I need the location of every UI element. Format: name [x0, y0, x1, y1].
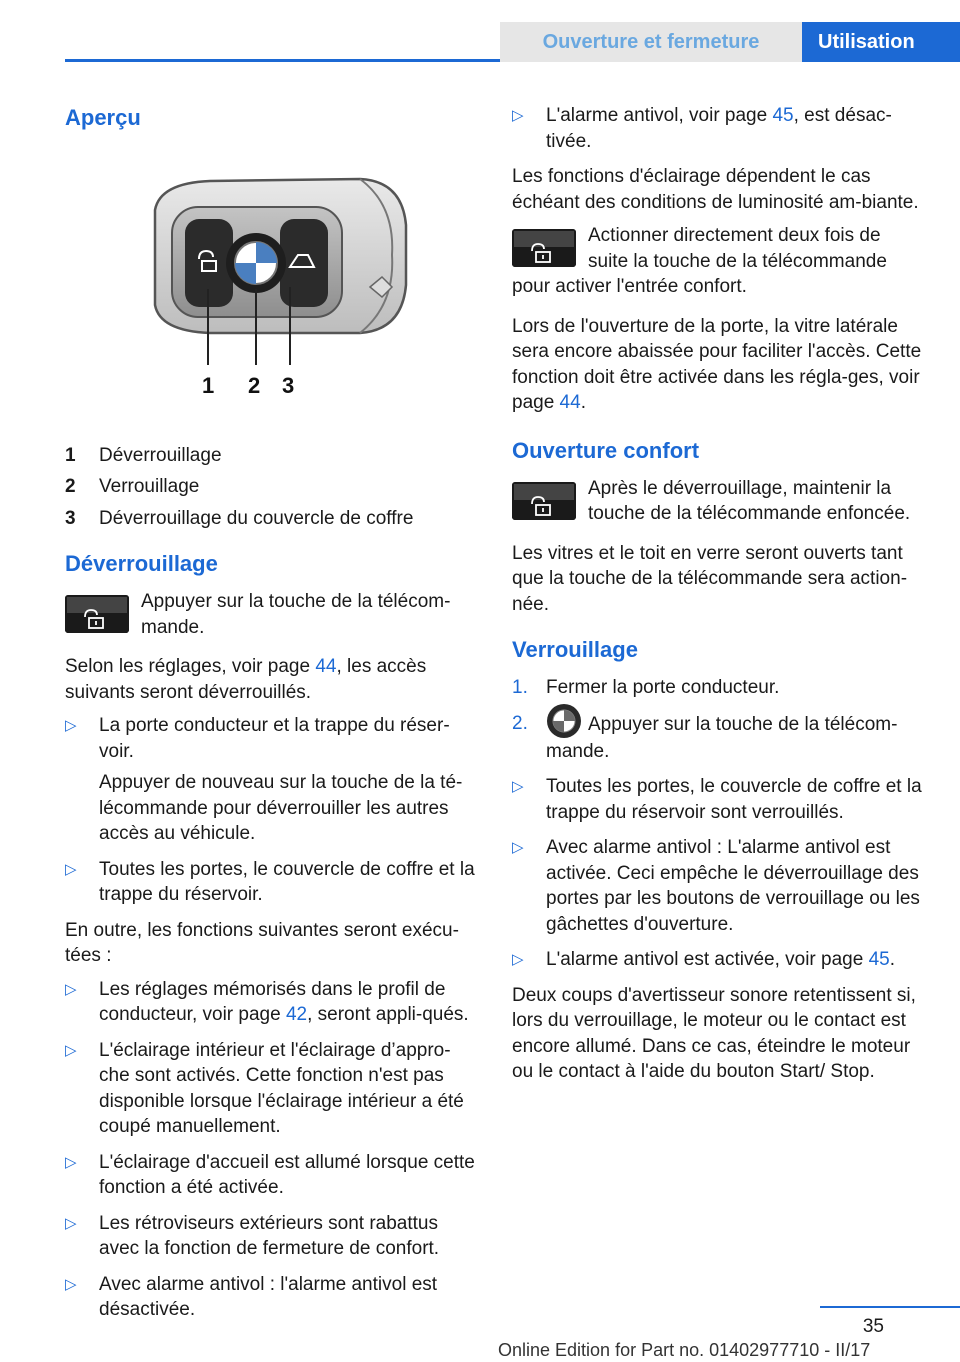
- list-item-text: La porte conducteur et la trappe du réser‐voir.: [99, 715, 450, 762]
- step-number: 2.: [512, 712, 528, 734]
- list-item: [512, 947, 924, 973]
- text-run: , les accès suivants seront déverrouillés.: [65, 656, 427, 703]
- list-item-text: Toutes les portes, le couvercle de coffre et la trappe du réservoir sont verrouillés.: [546, 776, 922, 823]
- legend-text: Déverrouillage: [99, 444, 222, 466]
- text-run: Les réglages mémorisés dans le profil de conducteur, voir page: [99, 978, 446, 1025]
- list-item-text: [99, 977, 477, 1028]
- unlock-key-icon: [512, 229, 576, 267]
- callout-3: 3: [282, 373, 295, 398]
- list-item-text: [546, 947, 924, 973]
- triangle-bullet-icon: ▷: [512, 107, 524, 124]
- right-column: [512, 103, 924, 1093]
- lock-heading: Verrouillage: [512, 637, 638, 662]
- text-run: .: [889, 949, 895, 970]
- comfort-opening-heading: Ouverture confort: [512, 437, 700, 463]
- text-run: L'alarme antivol, voir page: [546, 105, 773, 126]
- page-link[interactable]: 45: [868, 949, 890, 970]
- list-item: [65, 857, 477, 908]
- unlock-bullet-list: [65, 713, 477, 908]
- list-item-text: Toutes les portes, le couvercle de coffre et la trappe du réservoir.: [99, 858, 475, 905]
- legend-text: Déverrouillage du couvercle de coffre: [99, 507, 414, 529]
- triangle-bullet-icon: ▷: [512, 951, 524, 968]
- comfort-open-paragraph: Les vitres et le toit en verre seront ouverts tant que la touche de la télécommande sera action‐née.: [512, 542, 908, 615]
- unlock-heading: Déverrouillage: [65, 551, 218, 576]
- page-number: 35: [862, 1316, 884, 1337]
- page-link[interactable]: 44: [315, 656, 337, 677]
- text-run: L'alarme antivol est activée, voir page: [546, 949, 869, 970]
- horn-paragraph: Deux coups d'avertisseur sonore retentissent si, lors du verrouillage, le moteur ou le contact est encore allumé. Dans ce cas, éteindre le moteur ou le contact à l'aide du bouton Start/ Stop.: [512, 984, 916, 1082]
- list-item-text: Fermer la porte conducteur.: [546, 677, 780, 698]
- legend-number: 1: [65, 444, 76, 466]
- edition-footer: Online Edition for Part no. 01402977710 - II/17: [498, 1340, 871, 1360]
- comfort-entry-key-block: [512, 223, 924, 300]
- list-item: [512, 103, 924, 154]
- text-run: Appuyer sur la touche de la télécom‐mande.: [546, 713, 898, 762]
- triangle-bullet-icon: ▷: [512, 839, 524, 856]
- text-run: .: [580, 392, 586, 413]
- legend-number: 3: [65, 507, 76, 529]
- list-item: [512, 675, 924, 701]
- list-item: [65, 977, 477, 1028]
- list-item: [512, 711, 924, 765]
- list-item: [512, 835, 924, 937]
- page-link[interactable]: 42: [285, 1004, 308, 1025]
- legend-item: [65, 474, 477, 500]
- bmw-logo-icon: [546, 703, 582, 739]
- footer-divider: [820, 1306, 960, 1308]
- list-item-text: Avec alarme antivol : L'alarme antivol est activée. Ceci empêche le déverrouillage des portes par les boutons de verrouillage ou les gâchettes d'ouverture.: [546, 837, 920, 935]
- page-header: [65, 22, 960, 62]
- remote-key-illustration: [130, 165, 410, 415]
- list-item-text: Appuyer de nouveau sur la touche de la té‐lécommande pour déverrouiller les autres accès au véhicule.: [99, 772, 463, 844]
- triangle-bullet-icon: ▷: [65, 1153, 77, 1171]
- triangle-bullet-icon: ▷: [65, 1041, 77, 1059]
- callout-2: 2: [248, 373, 261, 398]
- lock-bullet-list: [512, 774, 924, 973]
- list-item: [65, 1211, 477, 1262]
- legend-number: 2: [65, 476, 76, 497]
- text-run: Lors de l'ouverture de la porte, la vitre latérale sera encore abaissée pour faciliter l'accès. Cette fonction doit être activée dans les régla‐ges, voir page: [512, 315, 922, 413]
- callout-1: 1: [202, 373, 215, 398]
- triangle-bullet-icon: ▷: [65, 1275, 77, 1293]
- list-item: [65, 1038, 477, 1140]
- also-paragraph: En outre, les fonctions suivantes seront exécu‐tées :: [65, 919, 459, 966]
- functions-bullet-list: [65, 977, 477, 1323]
- overview-heading: Aperçu: [65, 105, 141, 130]
- text-run: Selon les réglages, voir page: [65, 656, 316, 677]
- comfort-entry-text: Actionner directement deux fois de suite la touche de la télécommande pour activer l'entrée confort.: [512, 225, 887, 297]
- header-section-title: Ouverture et fermeture: [500, 22, 802, 62]
- unlock-key-icon: [65, 595, 129, 633]
- comfort-open-key-text: Après le déverrouillage, maintenir la touche de la télécommande enfoncée.: [588, 477, 911, 524]
- triangle-bullet-icon: ▷: [65, 717, 77, 734]
- lighting-paragraph: Les fonctions d'éclairage dépendent le cas échéant des conditions de luminosité am‐biante.: [512, 166, 919, 213]
- settings-paragraph: [65, 654, 477, 705]
- triangle-bullet-icon: ▷: [65, 980, 77, 998]
- triangle-bullet-icon: ▷: [65, 1214, 77, 1232]
- triangle-bullet-icon: ▷: [512, 778, 524, 795]
- text-run: , seront appli‐qués.: [307, 1004, 469, 1025]
- list-item: [65, 1272, 477, 1323]
- unlock-key-block: [65, 589, 477, 640]
- header-chapter-tab: Utilisation: [802, 22, 960, 62]
- list-item-text: L'éclairage d'accueil est allumé lorsque cette fonction a été activée.: [99, 1151, 475, 1198]
- list-item-text: Avec alarme antivol : l'alarme antivol est désactivée.: [99, 1273, 438, 1320]
- window-paragraph: [512, 314, 924, 416]
- list-item: [512, 774, 924, 825]
- list-item: [65, 1150, 477, 1201]
- comfort-open-key-block: [512, 476, 924, 527]
- unlock-key-text: Appuyer sur la touche de la télécom‐mande.: [141, 591, 451, 638]
- lock-steps-list: [512, 675, 924, 764]
- list-item: [65, 713, 477, 847]
- legend-item: [65, 506, 477, 532]
- legend-item: [65, 443, 477, 469]
- triangle-bullet-icon: ▷: [65, 860, 77, 878]
- page-link[interactable]: 44: [559, 392, 581, 413]
- figure-legend: [65, 443, 477, 532]
- step-number: 1.: [512, 677, 528, 698]
- list-item-text: Les rétroviseurs extérieurs sont rabattus avec la fonction de fermeture de confort.: [99, 1212, 440, 1259]
- list-item-text: [546, 103, 924, 154]
- legend-text: Verrouillage: [99, 476, 200, 497]
- list-item-text: [546, 711, 924, 765]
- list-item-text: L'éclairage intérieur et l'éclairage d’appro‐che sont activés. Cette fonction n'est pas disponible lorsque l'éclairage intérieur a été coupé manuellement.: [99, 1039, 464, 1137]
- page-link[interactable]: 45: [772, 105, 794, 126]
- left-column: [65, 103, 477, 1333]
- alarm-bullet-list: [512, 103, 924, 154]
- unlock-key-icon: [512, 482, 576, 520]
- text-run: , est désac‐tivée.: [546, 105, 892, 152]
